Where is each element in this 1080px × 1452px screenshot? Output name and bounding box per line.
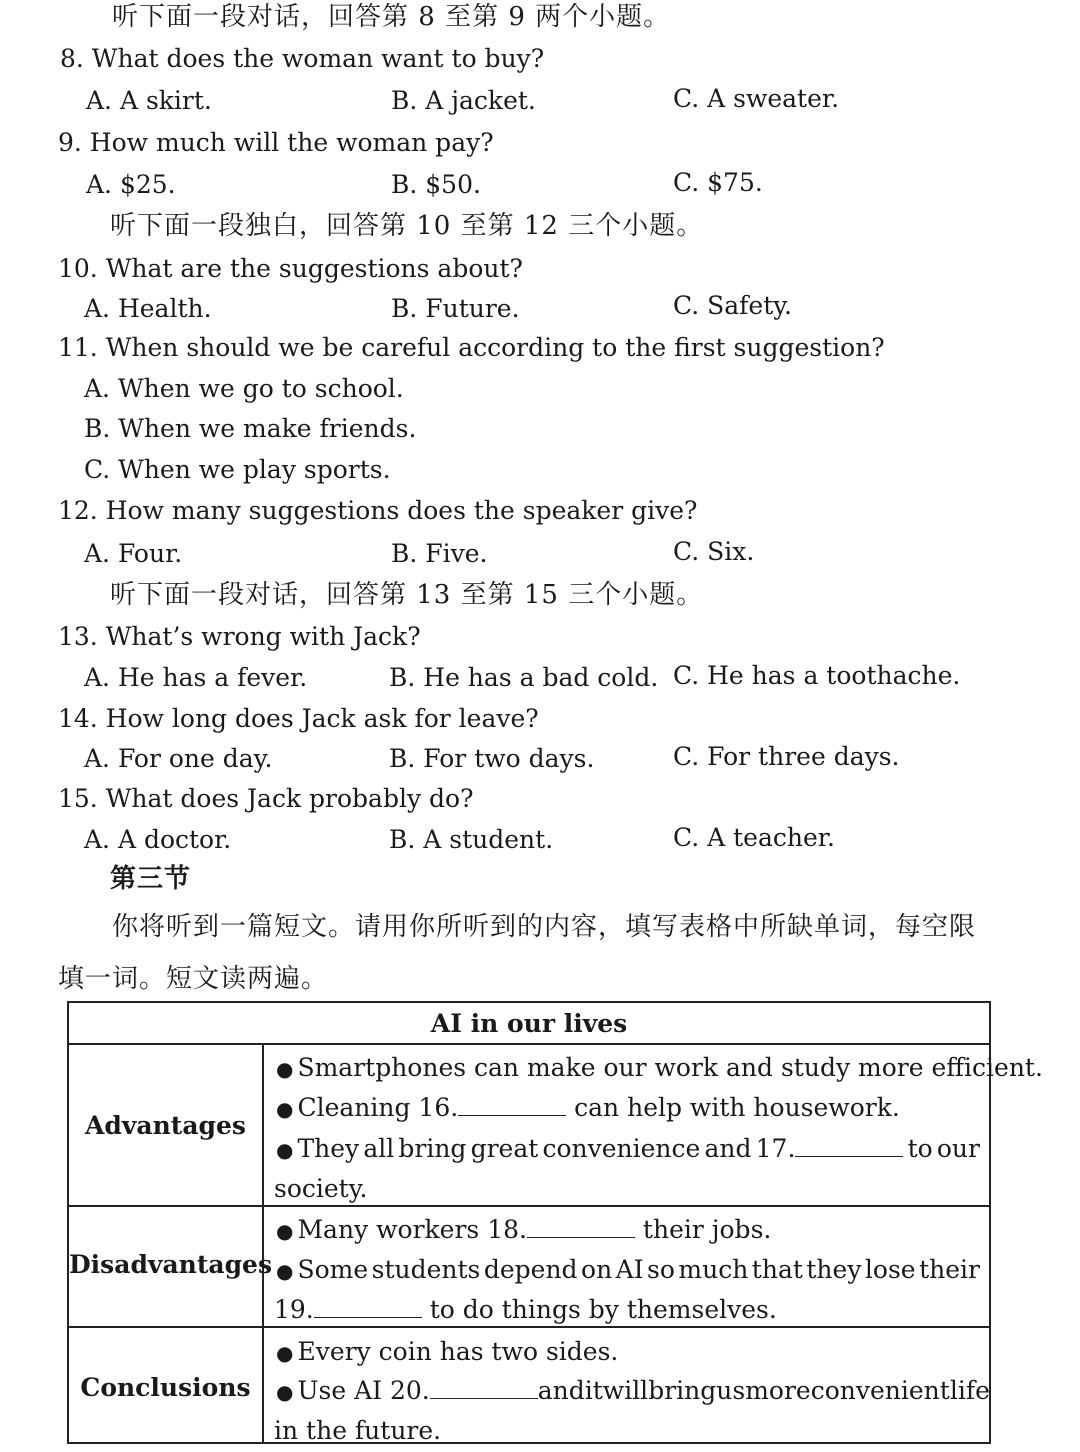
disadvantage-text: 19. bbox=[274, 1295, 314, 1324]
bullet-icon: ● bbox=[276, 1057, 294, 1081]
word: students bbox=[371, 1255, 481, 1284]
option-8-a: A. A skirt. bbox=[86, 86, 212, 115]
answer-blank-17[interactable] bbox=[795, 1134, 903, 1157]
table-divider bbox=[69, 1326, 989, 1328]
answer-blank-20[interactable] bbox=[430, 1376, 538, 1399]
option-9-b: B. $50. bbox=[391, 170, 481, 199]
question-9: 9. How much will the woman pay? bbox=[58, 128, 494, 157]
bullet-icon: ● bbox=[276, 1380, 294, 1404]
option-10-b: B. Future. bbox=[391, 294, 520, 323]
word: it bbox=[584, 1376, 603, 1405]
conclusions-line-3: in the future. bbox=[274, 1416, 442, 1445]
word: to bbox=[907, 1134, 933, 1163]
section-intro-10-12: 听下面一段独白，回答第 10 至第 12 三个小题。 bbox=[110, 211, 704, 241]
word: life bbox=[949, 1376, 990, 1405]
word: bring bbox=[398, 1134, 467, 1163]
table-divider bbox=[69, 1043, 989, 1045]
word: will bbox=[602, 1376, 649, 1405]
word: on bbox=[581, 1255, 613, 1284]
advantage-text: Cleaning 16. bbox=[297, 1093, 459, 1122]
advantage-text: can help with housework. bbox=[574, 1093, 900, 1122]
conclusion-text: Use AI 20. bbox=[297, 1376, 430, 1405]
option-8-b: B. A jacket. bbox=[391, 86, 536, 115]
answer-blank-16[interactable] bbox=[458, 1093, 566, 1116]
option-11-b: B. When we make friends. bbox=[84, 414, 417, 443]
option-14-a: A. For one day. bbox=[84, 744, 273, 773]
option-14-c: C. For three days. bbox=[673, 742, 900, 771]
word: They bbox=[297, 1134, 360, 1163]
section-intro-13-15: 听下面一段对话，回答第 13 至第 15 三个小题。 bbox=[110, 580, 704, 610]
option-10-c: C. Safety. bbox=[673, 291, 793, 320]
conclusions-line-2 bbox=[276, 1376, 990, 1407]
word: 17. bbox=[755, 1134, 796, 1163]
option-12-a: A. Four. bbox=[84, 539, 183, 568]
disadvantage-text: Many workers 18. bbox=[297, 1215, 527, 1244]
word: so bbox=[647, 1255, 675, 1284]
question-11: 11. When should we be careful according to the first suggestion? bbox=[58, 333, 885, 362]
word: convenience bbox=[542, 1134, 701, 1163]
word: our bbox=[936, 1134, 980, 1163]
disadvantages-line-1 bbox=[276, 1215, 771, 1246]
question-8: 8. What does the woman want to buy? bbox=[60, 44, 545, 73]
option-15-a: A. A doctor. bbox=[84, 825, 232, 854]
word: much bbox=[678, 1255, 749, 1284]
section3-title: 第三节 bbox=[110, 864, 192, 894]
conclusions-line-1 bbox=[276, 1337, 618, 1368]
option-11-a: A. When we go to school. bbox=[84, 374, 404, 403]
question-10: 10. What are the suggestions about? bbox=[58, 254, 523, 283]
section3-instruction-2: 填一词。短文读两遍。 bbox=[58, 964, 329, 994]
disadvantages-line-2 bbox=[276, 1255, 980, 1286]
advantages-line-1 bbox=[276, 1053, 1043, 1084]
question-15: 15. What does Jack probably do? bbox=[58, 784, 474, 813]
question-13: 13. What’s wrong with Jack? bbox=[58, 622, 421, 651]
answer-blank-19[interactable] bbox=[314, 1295, 422, 1318]
bullet-icon: ● bbox=[276, 1259, 294, 1283]
option-8-c: C. A sweater. bbox=[673, 84, 840, 113]
word: Some bbox=[297, 1255, 369, 1284]
bullet-icon: ● bbox=[276, 1219, 294, 1243]
option-9-a: A. $25. bbox=[86, 170, 176, 199]
advantages-line-4: society. bbox=[274, 1174, 368, 1203]
word: more bbox=[745, 1376, 811, 1405]
word: and bbox=[704, 1134, 752, 1163]
row-label-conclusions: Conclusions bbox=[80, 1373, 251, 1402]
word: their bbox=[919, 1255, 980, 1284]
option-15-c: C. A teacher. bbox=[673, 823, 835, 852]
answer-blank-18[interactable] bbox=[527, 1215, 635, 1238]
option-11-c: C. When we play sports. bbox=[84, 455, 391, 484]
bullet-icon: ● bbox=[276, 1097, 294, 1121]
word: and bbox=[537, 1376, 585, 1405]
conclusion-text: Every coin has two sides. bbox=[297, 1337, 619, 1366]
bullet-icon: ● bbox=[276, 1138, 294, 1162]
row-label-advantages: Advantages bbox=[85, 1111, 246, 1140]
option-13-b: B. He has a bad cold. bbox=[389, 663, 659, 692]
row-label-disadvantages: Disadvantages bbox=[69, 1250, 273, 1279]
word: that bbox=[751, 1255, 803, 1284]
word: depend bbox=[483, 1255, 578, 1284]
table-title: AI in our lives bbox=[430, 1009, 628, 1038]
option-13-c: C. He has a toothache. bbox=[673, 661, 961, 690]
word: all bbox=[363, 1134, 395, 1163]
table-column-divider bbox=[262, 1045, 264, 1442]
word: lose bbox=[864, 1255, 916, 1284]
option-10-a: A. Health. bbox=[84, 294, 212, 323]
question-14: 14. How long does Jack ask for leave? bbox=[58, 704, 539, 733]
question-12: 12. How many suggestions does the speaker give? bbox=[58, 496, 698, 525]
word: us bbox=[716, 1376, 746, 1405]
advantages-line-3 bbox=[276, 1134, 980, 1165]
option-15-b: B. A student. bbox=[389, 825, 554, 854]
section-intro-8-9: 听下面一段对话，回答第 8 至第 9 两个小题。 bbox=[112, 2, 671, 32]
word: convenient bbox=[810, 1376, 950, 1405]
option-12-b: B. Five. bbox=[391, 539, 488, 568]
table-divider bbox=[69, 1205, 989, 1207]
section3-instruction-1: 你将听到一篇短文。请用你所听到的内容，填写表格中所缺单词，每空限 bbox=[112, 912, 977, 942]
disadvantages-line-3 bbox=[274, 1295, 777, 1325]
word: AI bbox=[615, 1255, 644, 1284]
disadvantage-text: to do things by themselves. bbox=[429, 1295, 777, 1324]
word: great bbox=[470, 1134, 539, 1163]
bullet-icon: ● bbox=[276, 1341, 294, 1365]
advantage-text: Smartphones can make our work and study more efficient. bbox=[297, 1053, 1043, 1082]
option-13-a: A. He has a fever. bbox=[84, 663, 308, 692]
advantages-line-2 bbox=[276, 1093, 900, 1124]
disadvantage-text: their jobs. bbox=[642, 1215, 772, 1244]
option-14-b: B. For two days. bbox=[389, 744, 595, 773]
word: they bbox=[806, 1255, 862, 1284]
option-9-c: C. $75. bbox=[673, 168, 763, 197]
ai-table bbox=[67, 1001, 1043, 1445]
word: bring bbox=[648, 1376, 717, 1405]
option-12-c: C. Six. bbox=[673, 537, 755, 566]
